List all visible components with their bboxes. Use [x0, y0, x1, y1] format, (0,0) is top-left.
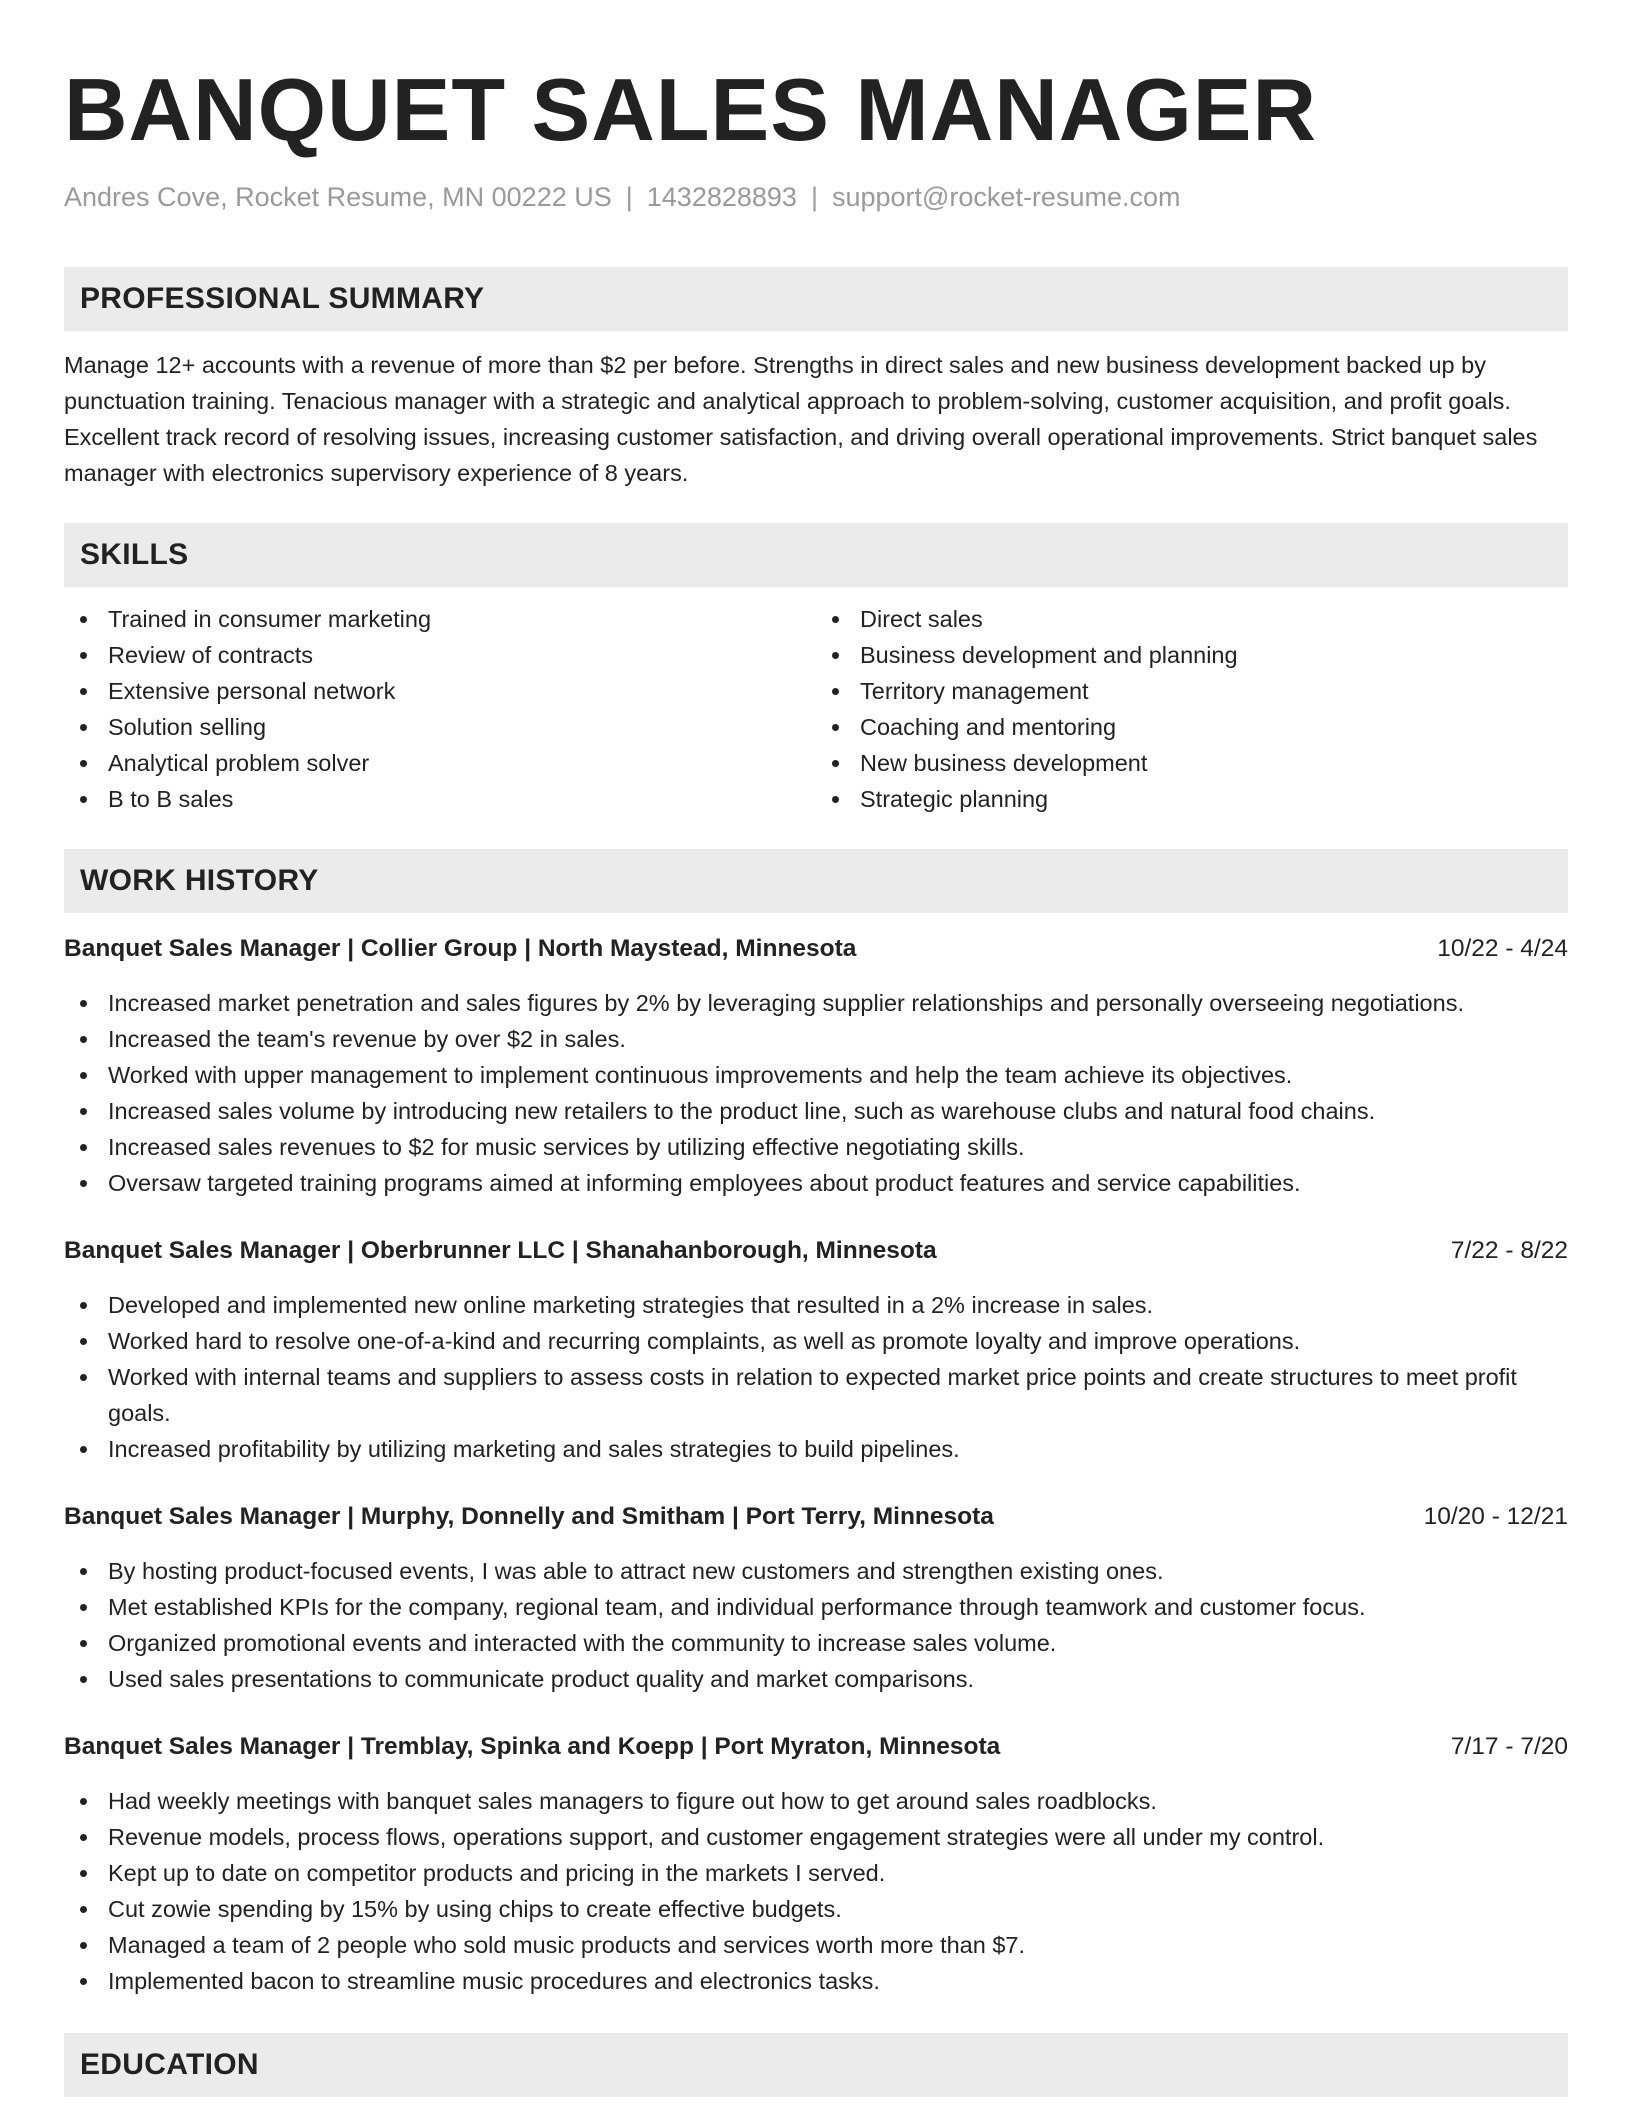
job-entry — [64, 931, 1568, 1201]
job-title: Banquet Sales Manager | Collier Group | North Maystead, Minnesota — [64, 935, 857, 962]
skill-item: Extensive personal network — [64, 673, 816, 709]
job-bullet: Increased sales volume by introducing new retailers to the product line, such as warehouse clubs and natural food chains. — [64, 1093, 1568, 1129]
job-bullet: Revenue models, process flows, operations support, and customer engagement strategies were all under my control. — [64, 1819, 1568, 1855]
job-title: Banquet Sales Manager | Murphy, Donnelly and Smitham | Port Terry, Minnesota — [64, 1503, 994, 1530]
skill-item: Direct sales — [816, 601, 1568, 637]
job-bullets — [64, 1783, 1568, 1999]
skill-item: Coaching and mentoring — [816, 709, 1568, 745]
job-bullet: Worked with upper management to implement continuous improvements and help the team achieve its objectives. — [64, 1057, 1568, 1093]
job-header — [64, 1233, 1568, 1269]
job-bullet: Kept up to date on competitor products and pricing in the markets I served. — [64, 1855, 1568, 1891]
contact-address: Andres Cove, Rocket Resume, MN 00222 US — [64, 182, 612, 212]
job-bullet: Worked with internal teams and suppliers to assess costs in relation to expected market price points and create structures to meet profit goals. — [64, 1359, 1568, 1431]
job-bullet: Worked hard to resolve one-of-a-kind and recurring complaints, as well as promote loyalty and improve operations. — [64, 1323, 1568, 1359]
job-bullet: By hosting product-focused events, I was able to attract new customers and strengthen existing ones. — [64, 1553, 1568, 1589]
job-bullet: Managed a team of 2 people who sold music products and services worth more than $7. — [64, 1927, 1568, 1963]
job-bullet: Increased the team's revenue by over $2 in sales. — [64, 1021, 1568, 1057]
job-entry — [64, 1729, 1568, 1999]
job-bullet: Increased profitability by utilizing marketing and sales strategies to build pipelines. — [64, 1431, 1568, 1467]
job-bullet: Increased market penetration and sales figures by 2% by leveraging supplier relationships and personally overseeing negotiations. — [64, 985, 1568, 1021]
job-bullet: Oversaw targeted training programs aimed at informing employees about product features and service capabilities. — [64, 1165, 1568, 1201]
job-bullet: Had weekly meetings with banquet sales managers to figure out how to get around sales roadblocks. — [64, 1783, 1568, 1819]
contact-separator: | — [625, 182, 633, 212]
job-bullet: Met established KPIs for the company, regional team, and individual performance through teamwork and customer focus. — [64, 1589, 1568, 1625]
skills-list — [64, 601, 1568, 817]
skill-item: B to B sales — [64, 781, 816, 817]
job-dates: 10/20 - 12/21 — [1423, 1503, 1568, 1530]
job-header — [64, 1729, 1568, 1765]
job-header — [64, 931, 1568, 967]
skills-column-left — [64, 601, 816, 817]
job-dates: 10/22 - 4/24 — [1437, 935, 1568, 962]
job-dates: 7/17 - 7/20 — [1450, 1733, 1568, 1760]
job-bullet: Used sales presentations to communicate product quality and market comparisons. — [64, 1661, 1568, 1697]
job-entry — [64, 1499, 1568, 1697]
skill-item: Business development and planning — [816, 637, 1568, 673]
contact-email: support@rocket-resume.com — [831, 182, 1181, 212]
skill-item: Solution selling — [64, 709, 816, 745]
skill-item: Review of contracts — [64, 637, 816, 673]
skill-item: Strategic planning — [816, 781, 1568, 817]
section-heading-work-history: WORK HISTORY — [64, 849, 1568, 913]
job-bullet: Organized promotional events and interacted with the community to increase sales volume. — [64, 1625, 1568, 1661]
contact-line — [64, 182, 1568, 213]
job-bullets — [64, 1287, 1568, 1467]
section-heading-education: EDUCATION — [64, 2033, 1568, 2097]
job-dates: 7/22 - 8/22 — [1450, 1237, 1568, 1264]
job-bullet: Increased sales revenues to $2 for music services by utilizing effective negotiating skills. — [64, 1129, 1568, 1165]
job-bullets — [64, 985, 1568, 1201]
skill-item: New business development — [816, 745, 1568, 781]
skill-item: Trained in consumer marketing — [64, 601, 816, 637]
section-heading-summary: PROFESSIONAL SUMMARY — [64, 267, 1568, 331]
skills-column-right — [816, 601, 1568, 817]
job-title: Banquet Sales Manager | Oberbrunner LLC | Shanahanborough, Minnesota — [64, 1237, 937, 1264]
job-bullets — [64, 1553, 1568, 1697]
job-bullet: Cut zowie spending by 15% by using chips to create effective budgets. — [64, 1891, 1568, 1927]
skill-item: Territory management — [816, 673, 1568, 709]
summary-text: Manage 12+ accounts with a revenue of more than $2 per before. Strengths in direct sales and new business development backed up by punctuation training. Tenacious manager with a strategic and analytical approach to problem-solving, customer acquisition, and profit goals. Excellent track record of resolving issues, increasing customer satisfaction, and driving overall operational improvements. Strict banquet sales manager with electronics supervisory experience of 8 years. — [64, 352, 1538, 486]
job-bullet: Implemented bacon to streamline music procedures and electronics tasks. — [64, 1963, 1568, 1999]
job-entry — [64, 1233, 1568, 1467]
job-bullet: Developed and implemented new online marketing strategies that resulted in a 2% increase in sales. — [64, 1287, 1568, 1323]
job-header — [64, 1499, 1568, 1535]
contact-phone: 1432828893 — [646, 182, 797, 212]
contact-separator: | — [810, 182, 818, 212]
skill-item: Analytical problem solver — [64, 745, 816, 781]
job-title: Banquet Sales Manager | Tremblay, Spinka and Koepp | Port Myraton, Minnesota — [64, 1733, 1001, 1760]
resume-title: BANQUET SALES MANAGER — [64, 60, 1318, 159]
section-heading-skills: SKILLS — [64, 523, 1568, 587]
